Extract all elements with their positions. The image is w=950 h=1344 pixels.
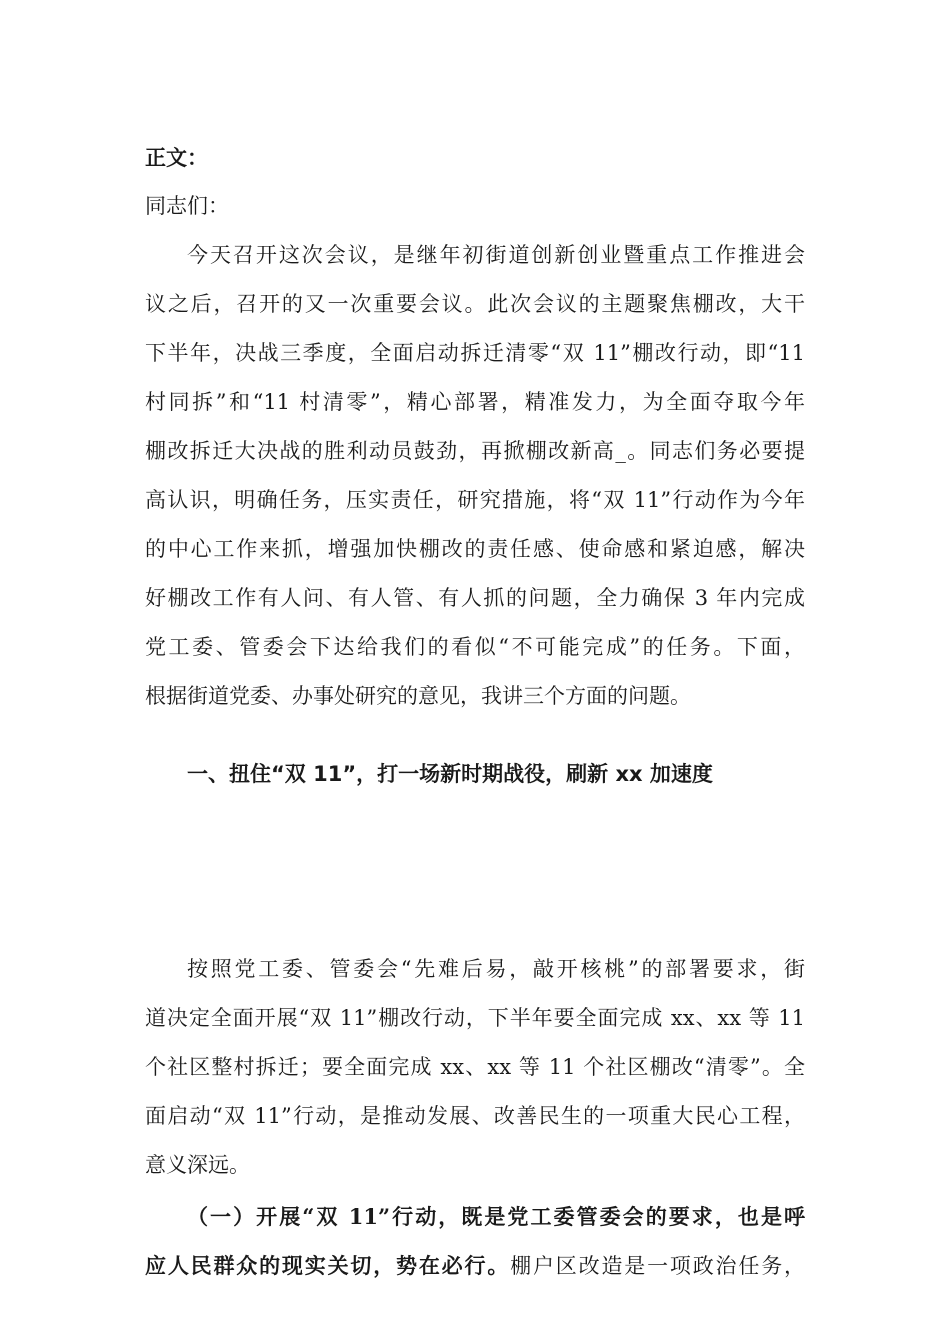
paragraph-1	[145, 231, 805, 721]
paragraph-line: 根据街道党委、办事处研究的意见，我讲三个方面的问题。	[145, 684, 691, 708]
paragraph-line: 面启动“双 11”行动，是推动发展、改善民生的一项重大民心工程，	[145, 1104, 805, 1128]
paragraph-line: 村同拆”和“11 村清零”，精心部署，精准发力，为全面夺取今年	[145, 390, 805, 414]
paragraph-line: 道决定全面开展“双 11”棚改行动，下半年要全面完成 xx、xx 等 11	[145, 1006, 805, 1030]
paragraph-line	[145, 1241, 805, 1290]
paragraph-line: （一）开展“双 11”行动，既是党工委管委会的要求，也是呼	[187, 1204, 805, 1229]
paragraph-3	[145, 1192, 805, 1290]
paragraph-line: 按照党工委、管委会“先难后易，敲开核桃”的部署要求，街	[187, 957, 805, 981]
paragraph-line: 党工委、管委会下达给我们的看似“不可能完成”的任务。下面，	[145, 635, 805, 659]
paragraph-line: 个社区整村拆迁；要全面完成 xx、xx 等 11 个社区棚改“清零”。全	[145, 1055, 805, 1079]
paragraph-2	[145, 945, 805, 1190]
subheading-text: 应人民群众的现实关切，势在必行。	[145, 1253, 511, 1278]
section-heading-1: 一、扭住“双 11”，打一场新时期战役，刷新 xx 加速度	[187, 762, 713, 786]
salutation: 同志们：	[145, 194, 229, 218]
paragraph-line: 今天召开这次会议，是继年初街道创新创业暨重点工作推进会	[187, 243, 805, 267]
paragraph-line: 好棚改工作有人问、有人管、有人抓的问题，全力确保 3 年内完成	[145, 586, 805, 610]
paragraph-line: 的中心工作来抓，增强加快棚改的责任感、使命感和紧迫感，解决	[145, 537, 805, 561]
paragraph-line: 意义深远。	[145, 1153, 250, 1177]
paragraph-line: 高认识，明确任务，压实责任，研究措施，将“双 11”行动作为今年	[145, 488, 805, 512]
section-label: 正文：	[145, 145, 208, 170]
paragraph-text: 棚户区改造是一项政治任务，	[510, 1254, 806, 1278]
paragraph-line: 棚改拆迁大决战的胜利动员鼓劲，再掀棚改新高_。同志们务必要提	[145, 439, 805, 463]
paragraph-line: 下半年，决战三季度，全面启动拆迁清零“双 11”棚改行动，即“11	[145, 341, 805, 365]
paragraph-line: 议之后，召开的又一次重要会议。此次会议的主题聚焦棚改，大干	[145, 292, 805, 316]
